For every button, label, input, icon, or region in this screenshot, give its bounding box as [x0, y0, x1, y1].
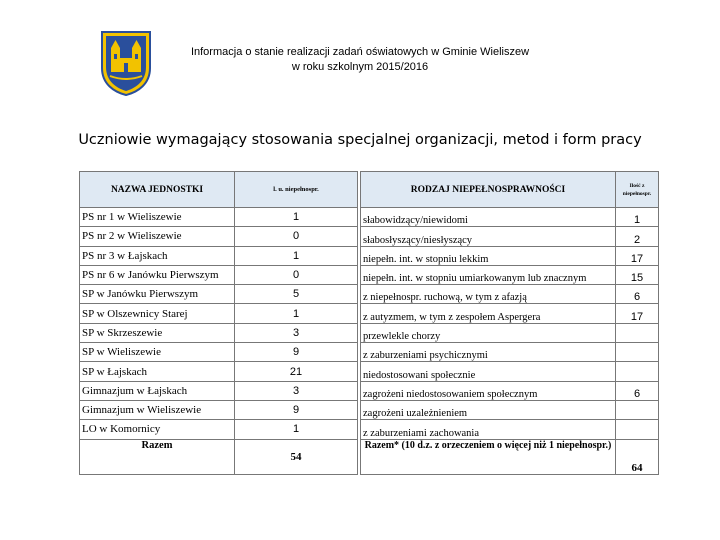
header-line-1: Informacja o stanie realizacji zadań oświatowych w Gminie Wieliszew — [190, 46, 530, 58]
table-row — [361, 246, 659, 265]
units-table — [79, 171, 358, 475]
disability-type: z zaburzeniami psychicznymi — [361, 343, 616, 362]
table-row — [361, 208, 659, 227]
unit-disabled-count: 9 — [235, 343, 358, 362]
disability-total-label: Razem* (10 d.z. z orzeczeniem o więcej niż 1 niepełnospr.) — [361, 439, 616, 474]
column-header-number-line-2: niepełnospr. — [622, 190, 652, 197]
unit-disabled-count: 5 — [235, 285, 358, 304]
municipality-crest-logo — [100, 30, 152, 96]
unit-disabled-count: 1 — [235, 304, 358, 323]
disability-total-row — [361, 439, 659, 474]
disability-number — [616, 400, 659, 419]
disability-type: zagrożeni uzależnieniem — [361, 400, 616, 419]
unit-disabled-count: 9 — [235, 400, 358, 419]
disability-types-table — [360, 171, 659, 475]
unit-name: LO w Komornicy — [80, 420, 235, 439]
disability-type: z niepełnospr. ruchową, w tym z afazją — [361, 285, 616, 304]
units-total-row — [80, 439, 358, 474]
unit-name: Gimnazjum w Wieliszewie — [80, 400, 235, 419]
table-row — [80, 381, 358, 400]
disability-type: przewlekle chorzy — [361, 323, 616, 342]
unit-name: SP w Olszewnicy Starej — [80, 304, 235, 323]
total-count: 54 — [235, 439, 358, 474]
table-row — [80, 265, 358, 284]
disability-number: 1 — [616, 208, 659, 227]
table-row — [80, 208, 358, 227]
disability-number: 15 — [616, 265, 659, 284]
disability-number — [616, 323, 659, 342]
unit-name: SP w Janówku Pierwszym — [80, 285, 235, 304]
column-header-disability-type: RODZAJ NIEPEŁNOSPRAWNOŚCI — [361, 172, 616, 208]
table-row — [361, 227, 659, 246]
unit-disabled-count: 3 — [235, 381, 358, 400]
disability-number: 6 — [616, 285, 659, 304]
table-row — [80, 323, 358, 342]
table-row — [361, 362, 659, 381]
table-row — [80, 246, 358, 265]
table-row — [361, 265, 659, 284]
disability-type: z autyzmem, w tym z zespołem Aspergera — [361, 304, 616, 323]
unit-name: SP w Wieliszewie — [80, 343, 235, 362]
unit-disabled-count: 3 — [235, 323, 358, 342]
table-row — [80, 420, 358, 439]
table-row — [361, 343, 659, 362]
unit-name: SP w Skrzeszewie — [80, 323, 235, 342]
disability-type: słabowidzący/niewidomi — [361, 208, 616, 227]
unit-name: PS nr 6 w Janówku Pierwszym — [80, 265, 235, 284]
units-table-header — [80, 172, 358, 208]
table-row — [361, 400, 659, 419]
column-header-disabled-count: l. u. niepełnospr. — [235, 172, 358, 208]
disability-number — [616, 343, 659, 362]
unit-name: SP w Łajskach — [80, 362, 235, 381]
unit-name: PS nr 2 w Wieliszewie — [80, 227, 235, 246]
document-header — [150, 45, 570, 75]
table-row — [361, 285, 659, 304]
disability-type: zagrożeni niedostosowaniem społecznym — [361, 381, 616, 400]
disability-number: 2 — [616, 227, 659, 246]
disability-type: z zaburzeniami zachowania — [361, 420, 616, 439]
table-row — [80, 362, 358, 381]
section-title: Uczniowie wymagający stosowania specjalnej organizacji, metod i form pracy — [78, 132, 642, 148]
unit-disabled-count: 21 — [235, 362, 358, 381]
table-row — [361, 323, 659, 342]
unit-disabled-count: 0 — [235, 265, 358, 284]
unit-disabled-count: 1 — [235, 208, 358, 227]
unit-disabled-count: 0 — [235, 227, 358, 246]
table-row — [80, 304, 358, 323]
unit-name: PS nr 3 w Łajskach — [80, 246, 235, 265]
total-label: Razem — [80, 439, 235, 474]
table-row — [80, 285, 358, 304]
unit-name: PS nr 1 w Wieliszewie — [80, 208, 235, 227]
header-line-2: w roku szkolnym 2015/2016 — [291, 61, 429, 73]
table-row — [80, 343, 358, 362]
unit-disabled-count: 1 — [235, 420, 358, 439]
table-row — [80, 227, 358, 246]
disability-type: słabosłyszący/niesłyszący — [361, 227, 616, 246]
unit-disabled-count: 1 — [235, 246, 358, 265]
unit-name: Gimnazjum w Łajskach — [80, 381, 235, 400]
table-row — [361, 304, 659, 323]
disability-number: 17 — [616, 304, 659, 323]
column-header-unit-name: NAZWA JEDNOSTKI — [80, 172, 235, 208]
disability-number — [616, 362, 659, 381]
disability-type: niepełn. int. w stopniu umiarkowanym lub znacznym — [361, 265, 616, 284]
disability-number: 6 — [616, 381, 659, 400]
disability-type: niedostosowani społecznie — [361, 362, 616, 381]
table-row — [80, 400, 358, 419]
table-row — [361, 381, 659, 400]
disability-total-number: 64 — [616, 439, 659, 474]
column-header-number — [616, 172, 659, 208]
column-header-number-line-1: Ilość z — [629, 182, 645, 189]
disability-number — [616, 420, 659, 439]
disability-number: 17 — [616, 246, 659, 265]
disability-type: niepełn. int. w stopniu lekkim — [361, 246, 616, 265]
disability-table-header — [361, 172, 659, 208]
table-row — [361, 420, 659, 439]
